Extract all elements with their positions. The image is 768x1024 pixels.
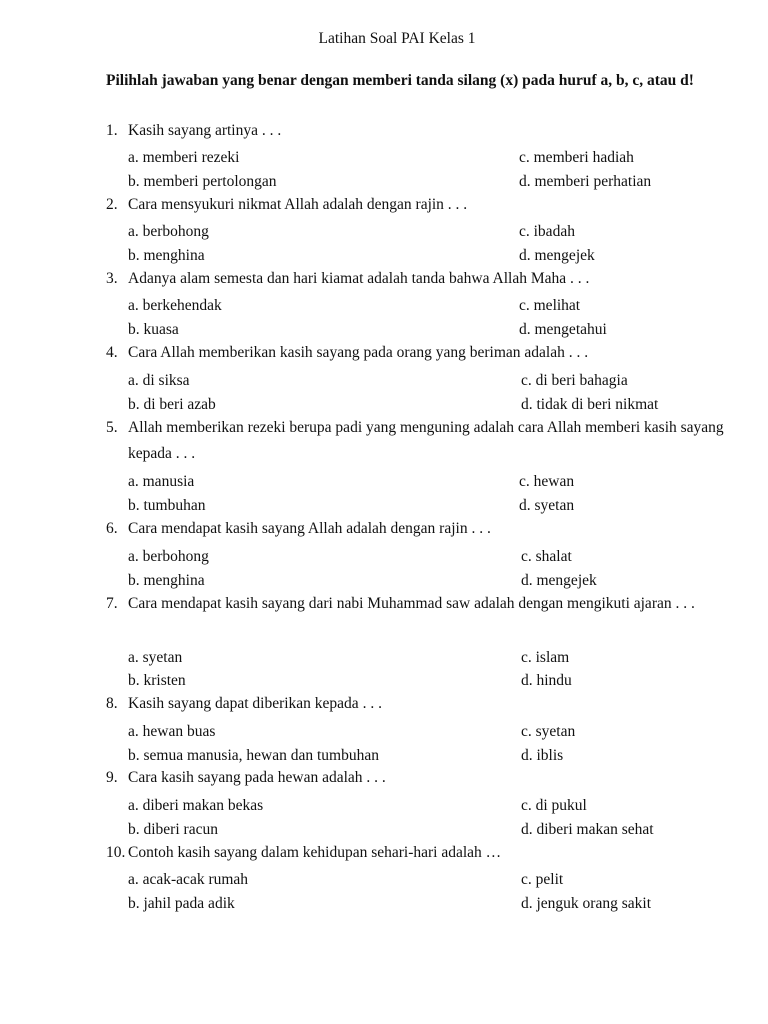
option-a[interactable]: a. berkehendak: [128, 297, 222, 314]
question-text: Kasih sayang artinya . . .: [128, 122, 282, 139]
question-1: [106, 118, 726, 144]
option-b[interactable]: b. memberi pertolongan: [128, 173, 277, 190]
question-text: Allah memberikan rezeki berupa padi yang menguning adalah cara Allah memberi kasih sayang kepada . . .: [128, 419, 724, 462]
question-3: [106, 266, 726, 292]
question-number: 6.: [106, 520, 118, 537]
option-c[interactable]: c. pelit: [521, 871, 564, 888]
question-text: Cara mendapat kasih sayang dari nabi Muhammad saw adalah dengan mengikuti ajaran . . .: [128, 595, 695, 612]
page-title: Latihan Soal PAI Kelas 1: [318, 30, 476, 47]
question-number: 3.: [106, 270, 118, 287]
option-a[interactable]: a. acak-acak rumah: [128, 871, 249, 888]
option-d[interactable]: d. tidak di beri nikmat: [521, 396, 659, 413]
question-text: Cara mendapat kasih sayang Allah adalah dengan rajin . . .: [128, 520, 491, 537]
option-d[interactable]: d. diberi makan sehat: [521, 821, 654, 838]
question-7: [106, 591, 726, 617]
question-text: Contoh kasih sayang dalam kehidupan sehari-hari adalah …: [128, 844, 502, 861]
question-number: 4.: [106, 344, 118, 361]
option-a[interactable]: a. syetan: [128, 649, 183, 666]
option-c[interactable]: c. memberi hadiah: [519, 149, 634, 166]
option-b[interactable]: b. menghina: [128, 572, 205, 589]
option-d[interactable]: d. iblis: [521, 747, 564, 764]
option-a[interactable]: a. berbohong: [128, 548, 209, 565]
question-number: 1.: [106, 122, 118, 139]
question-number: 5.: [106, 419, 118, 436]
question-number: 9.: [106, 769, 118, 786]
option-b[interactable]: b. kristen: [128, 672, 186, 689]
option-b[interactable]: b. tumbuhan: [128, 497, 206, 514]
question-9: [106, 765, 726, 791]
question-number: 2.: [106, 196, 118, 213]
option-d[interactable]: d. hindu: [521, 672, 572, 689]
option-d[interactable]: d. mengetahui: [519, 321, 607, 338]
question-number: 8.: [106, 695, 118, 712]
question-4: [106, 340, 726, 366]
option-b[interactable]: b. jahil pada adik: [128, 895, 235, 912]
option-b[interactable]: b. diberi racun: [128, 821, 218, 838]
option-b[interactable]: b. menghina: [128, 247, 205, 264]
option-d[interactable]: d. mengejek: [519, 247, 595, 264]
question-number: 10.: [106, 844, 126, 861]
question-text: Cara Allah memberikan kasih sayang pada orang yang beriman adalah . . .: [128, 344, 589, 361]
question-10: [106, 840, 726, 866]
question-text: Cara kasih sayang pada hewan adalah . . .: [128, 769, 386, 786]
question-text: Cara mensyukuri nikmat Allah adalah dengan rajin . . .: [128, 196, 468, 213]
option-a[interactable]: a. hewan buas: [128, 723, 216, 740]
option-c[interactable]: c. melihat: [519, 297, 581, 314]
option-a[interactable]: a. berbohong: [128, 223, 209, 240]
question-5: [106, 415, 726, 467]
option-b[interactable]: b. kuasa: [128, 321, 179, 338]
question-8: [106, 691, 726, 717]
option-c[interactable]: c. hewan: [519, 473, 575, 490]
option-b[interactable]: b. di beri azab: [128, 396, 216, 413]
option-d[interactable]: d. jenguk orang sakit: [521, 895, 652, 912]
question-text: Adanya alam semesta dan hari kiamat adalah tanda bahwa Allah Maha . . .: [128, 270, 590, 287]
option-c[interactable]: c. syetan: [521, 723, 576, 740]
option-c[interactable]: c. islam: [521, 649, 570, 666]
instruction-text: Pilihlah jawaban yang benar dengan memberi tanda silang (x) pada huruf a, b, c, atau d!: [106, 72, 694, 89]
question-2: [106, 192, 726, 218]
option-d[interactable]: d. syetan: [519, 497, 575, 514]
option-c[interactable]: c. di pukul: [521, 797, 587, 814]
option-d[interactable]: d. memberi perhatian: [519, 173, 652, 190]
option-c[interactable]: c. di beri bahagia: [521, 372, 628, 389]
option-a[interactable]: a. memberi rezeki: [128, 149, 240, 166]
option-c[interactable]: c. shalat: [521, 548, 572, 565]
option-a[interactable]: a. manusia: [128, 473, 195, 490]
question-number: 7.: [106, 595, 118, 612]
option-a[interactable]: a. diberi makan bekas: [128, 797, 264, 814]
option-c[interactable]: c. ibadah: [519, 223, 575, 240]
option-b[interactable]: b. semua manusia, hewan dan tumbuhan: [128, 747, 379, 764]
option-d[interactable]: d. mengejek: [521, 572, 597, 589]
question-text: Kasih sayang dapat diberikan kepada . . .: [128, 695, 382, 712]
question-6: [106, 516, 726, 542]
option-a[interactable]: a. di siksa: [128, 372, 190, 389]
